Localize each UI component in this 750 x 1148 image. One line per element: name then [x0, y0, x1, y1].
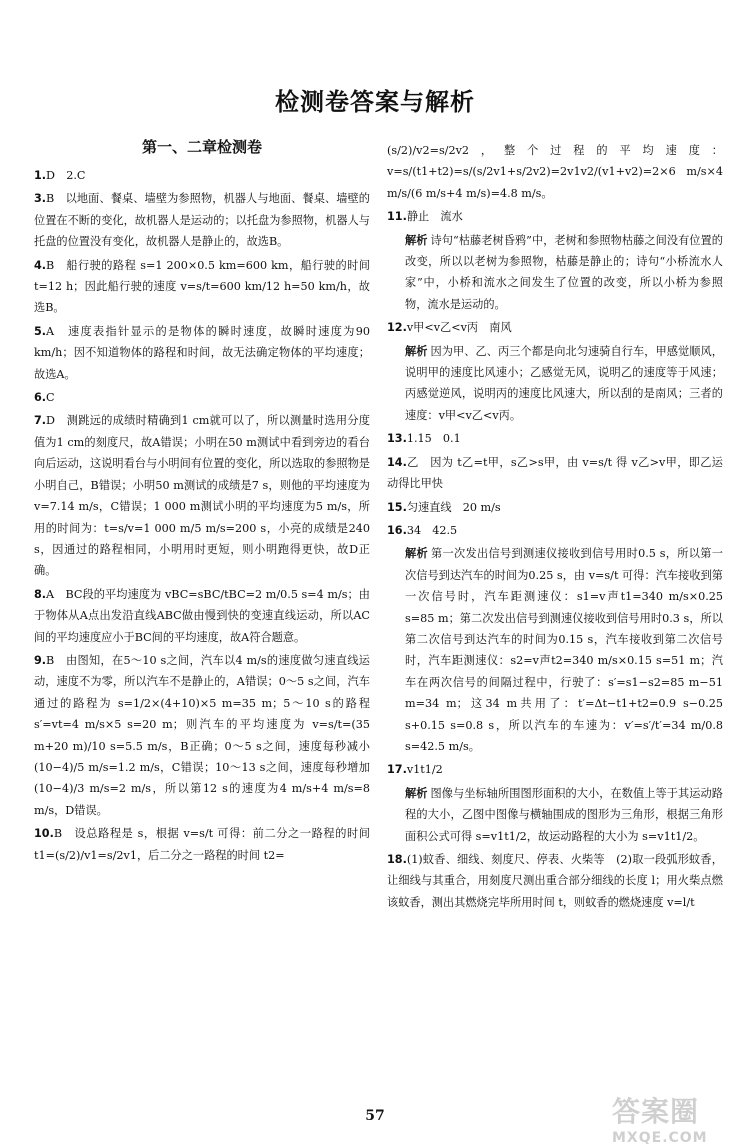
answer-number: 7. [34, 414, 47, 428]
answer-text: D 测跳远的成绩时精确到1 cm就可以了，所以测量时选用分度值为1 cm的刻度尺，故A错误；小明在50 m测试中看到旁边的看台向后运动，这说明看台与小明间有位置的变化，所以选取的参照物是小明自己，B错误；小明50 m测试的成绩是7 s，则他的平均速度为v=7.14 m/s，C错误；1 000 m测试小明的平均速度为5 m/s，所用的时间为：t=s/v=1 000 m/5 m/s=200 s，小亮的成绩是240 s，因通过的路程相同，小明用时更短，则小明跑得更快，故D正确。 [34, 414, 370, 578]
left-column [34, 136, 370, 868]
answer-text: A 速度表指针显示的是物体的瞬时速度，故瞬时速度为90 km/h；因不知道物体的路程和时间，故无法确定物体的平均速度；故选A。 [34, 324, 370, 381]
answer-text: 匀速直线 20 m/s [406, 500, 501, 514]
explanation-text: 第一次发出信号到测速仪接收到信号用时0.5 s，所以第一次信号到达汽车的时间为0.25 s，由 v=s/t 可得：汽车接收到第一次信号时，汽车距测速仪：s1=v声t1=340 m/s×0.25 s=85 m；第二次发出信号到测速仪接收到信号用时0.3 s，所以第二次信号到达汽车的时间为0.15 s，汽车接收到第二次信号时，汽车距测速仪：s2=v声t2=340 m/s×0.15 s=51 m；汽车在两次信号的间隔过程中，行驶了：s′=s1−s2=85 m−51 m=34 m；这34 m共用了：t′=Δt−t1+t2=0.9 s−0.25 s+0.15 s=0.8 s，所以汽车的车速为：v′=s′/t′=34 m/0.8 s=42.5 m/s。 [405, 547, 723, 753]
answer-3 [34, 188, 370, 252]
answer-number: 9. [34, 653, 47, 667]
explanation-tag: 解析 [405, 233, 428, 247]
page-number: 57 [365, 1108, 385, 1124]
answer-8 [34, 584, 370, 648]
answer-text: C [46, 391, 55, 405]
answer-text: B 由图知，在5～10 s之间，汽车以4 m/s的速度做匀速直线运动，速度不为零，所以汽车不是静止的，A错误；0～5 s之间，汽车通过的路程为 s=1/2×(4+10)×5 m=35 m；5～10 s的路程 s′=vt=4 m/s×5 s=20 m；则汽车的平均速度为 v=s/t=(35 m+20 m)/10 s=5.5 m/s，B正确；0～5 s之间，速度每秒减小 (10−4)/5 m/s=1.2 m/s，C错误；10～13 s之间，速度每秒增加 (10−4)/3 m/s=2 m/s，所以第12 s的速度为4 m/s+4 m/s=8 m/s，D错误。 [34, 653, 370, 817]
answer-number: 18. [387, 853, 407, 866]
right-column [387, 140, 723, 915]
answer-text: v1t1/2 [406, 763, 443, 777]
answer-text: (1)蚊香、细线、刻度尺、停表、火柴等 (2)取一段弧形蚊香，让细线与其重合，用刻度尺测出重合部分细线的长度 l；用火柴点燃该蚊香，测出其燃烧完毕所用时间 t，则蚊香的燃烧速度 v=l/t [387, 853, 723, 909]
answer-18 [387, 849, 723, 913]
answer-15 [387, 497, 723, 518]
explanation-text: 因为甲、乙、丙三个都是向北匀速骑自行车，甲感觉顺风，说明甲的速度比风速小；乙感觉无风，说明乙的速度等于风速；丙感觉逆风，说明丙的速度比风速大，所以刮的是南风；三者的速度：v甲<v乙<v丙。 [405, 344, 723, 422]
answer-6 [34, 387, 370, 408]
answer-17 [387, 759, 723, 780]
section-title: 第一、二章检测卷 [141, 138, 262, 156]
answer-14 [387, 452, 723, 495]
answer-number: 10. [34, 827, 54, 841]
answer-13 [387, 428, 723, 449]
answer-12 [387, 317, 723, 338]
answer-number: 5. [34, 324, 47, 338]
page-title: 检测卷答案与解析 [275, 88, 475, 116]
answer-16 [387, 520, 723, 541]
answer-text: B 以地面、餐桌、墙壁为参照物，机器人与地面、餐桌、墙壁的位置在不断的变化，故机器人是运动的；以托盘为参照物，机器人与托盘的位置没有变化，故机器人是静止的，故选B。 [34, 192, 370, 249]
answer-number: 14. [387, 455, 407, 469]
answer-number: 11. [387, 210, 407, 224]
answer-5 [34, 321, 370, 385]
explanation-text: 图像与坐标轴所围图形面积的大小，在数值上等于其运动路程的大小，乙图中图像与横轴围成的图形为三角形，根据三角形面积公式可得 s=v1t1/2，故运动路程的大小为 s=v1t1/2。 [405, 786, 723, 843]
answer-text: D 2.C [46, 169, 86, 182]
answer-number: 6. [34, 391, 47, 405]
answer-17-explanation [387, 783, 723, 847]
answer-11-explanation [387, 230, 723, 316]
answer-10-continued [387, 140, 723, 204]
answer-number: 3. [34, 192, 47, 206]
answer-text: 1.15 0.1 [406, 432, 461, 446]
answer-10 [34, 823, 370, 866]
answer-11 [387, 206, 723, 227]
explanation-tag: 解析 [405, 344, 428, 358]
answer-12-explanation [387, 341, 723, 427]
watermark-logo [612, 1090, 742, 1146]
answer-text: (s/2)/v2=s/2v2，整个过程的平均速度：v=s/(t1+t2)=s/(s/2v1+s/2v2)=2v1v2/(v1+v2)=2×6 m/s×4 m/s/(6 m/s+4 m/s)=4.8 m/s。 [387, 144, 723, 200]
answer-1-2 [34, 165, 370, 186]
answer-16-explanation [387, 543, 723, 757]
answer-text: v甲<v乙<v丙 南风 [406, 321, 512, 335]
answer-text: 34 42.5 [406, 523, 458, 537]
answer-number: 15. [387, 500, 407, 514]
watermark-url: MXQE.COM [612, 1130, 708, 1146]
answer-text: 乙 因为 t乙=t甲，s乙>s甲，由 v=s/t 得 v乙>v甲，即乙运动得比甲快 [387, 455, 723, 491]
answer-number: 8. [34, 587, 47, 601]
answer-text: B 设总路程是 s，根据 v=s/t 可得：前二分之一路程的时间 t1=(s/2)/v1=s/2v1，后二分之一路程的时间 t2= [34, 827, 370, 862]
answer-text: 静止 流水 [406, 210, 463, 224]
answer-number: 17. [387, 763, 407, 777]
explanation-tag: 解析 [405, 786, 428, 800]
answer-9 [34, 650, 370, 821]
explanation-tag: 解析 [405, 547, 429, 561]
answer-number: 1. [34, 169, 47, 182]
explanation-text: 诗句“枯藤老树昏鸦”中，老树和参照物枯藤之间没有位置的改变，所以以老树为参照物，枯藤是静止的；诗句“小桥流水人家”中，小桥和流水之间发生了位置的改变，所以小桥为参照物，流水是运动的。 [405, 233, 723, 311]
answer-text: B 船行驶的路程 s=1 200×0.5 km=600 km，船行驶的时间 t=12 h；因此船行驶的速度 v=s/t=600 km/12 h=50 km/h，故选B。 [34, 258, 370, 315]
answer-4 [34, 255, 370, 319]
watermark-logo-text: 答案圈 [612, 1095, 700, 1128]
answer-text: A BC段的平均速度为 vBC=sBC/tBC=2 m/0.5 s=4 m/s；由于物体从A点出发沿直线ABC做由慢到快的变速直线运动，所以AC间的平均速度应小于BC间的平均速度，故A符合题意。 [34, 587, 370, 644]
answer-number: 16. [387, 523, 407, 537]
answer-number: 4. [34, 258, 47, 272]
answer-number: 12. [387, 321, 407, 335]
answer-number: 13. [387, 432, 407, 446]
answer-7 [34, 410, 370, 581]
